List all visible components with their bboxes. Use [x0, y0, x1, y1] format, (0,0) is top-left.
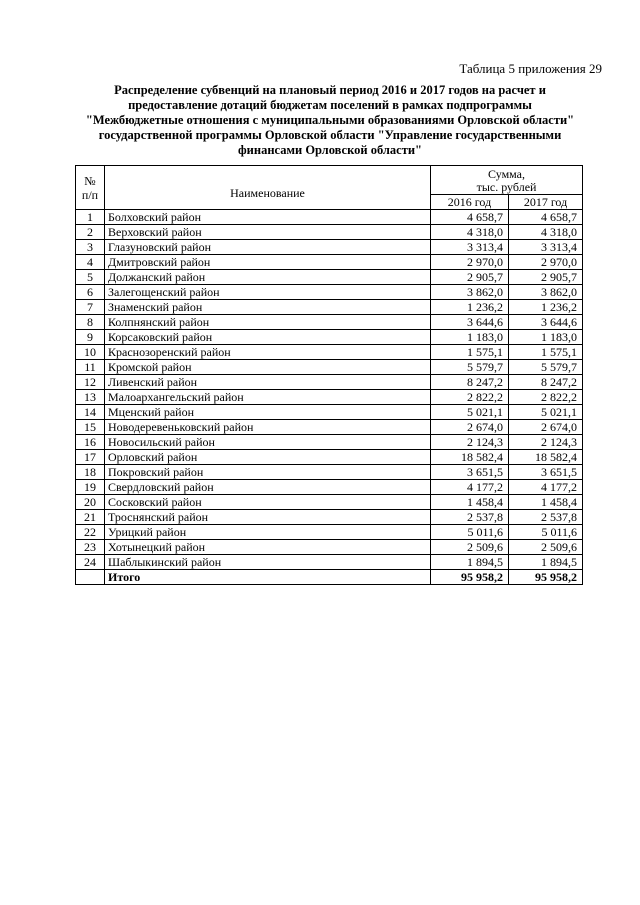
value-2017: 1 183,0: [509, 330, 583, 345]
value-2017: 5 579,7: [509, 360, 583, 375]
district-name: Шаблыкинский район: [105, 555, 431, 570]
value-2017: 3 313,4: [509, 240, 583, 255]
row-number: 12: [76, 375, 105, 390]
title-line: предоставление дотаций бюджетам поселений в рамках подпрограммы: [128, 98, 532, 112]
value-2017: 8 247,2: [509, 375, 583, 390]
district-name: Новодеревеньковский район: [105, 420, 431, 435]
header-number-abbr: п/п: [81, 187, 99, 202]
row-number: 23: [76, 540, 105, 555]
table-row: [76, 345, 583, 360]
district-name: Залегощенский район: [105, 285, 431, 300]
value-2016: 4 658,7: [431, 210, 509, 225]
district-name: Малоархангельский район: [105, 390, 431, 405]
district-name: Свердловский район: [105, 480, 431, 495]
total-2016: 95 958,2: [431, 570, 509, 585]
value-2017: 3 862,0: [509, 285, 583, 300]
value-2017: 1 575,1: [509, 345, 583, 360]
value-2016: 2 509,6: [431, 540, 509, 555]
total-row: [76, 570, 583, 585]
value-2017: 2 537,8: [509, 510, 583, 525]
row-number: 16: [76, 435, 105, 450]
district-name: Кромской район: [105, 360, 431, 375]
row-number: 4: [76, 255, 105, 270]
row-number: 14: [76, 405, 105, 420]
title-line: государственной программы Орловской области "Управление государственными: [98, 128, 562, 142]
table-row: [76, 330, 583, 345]
row-number: 24: [76, 555, 105, 570]
row-number: 1: [76, 210, 105, 225]
value-2017: 5 011,6: [509, 525, 583, 540]
row-number: 5: [76, 270, 105, 285]
row-number: 11: [76, 360, 105, 375]
value-2017: 3 644,6: [509, 315, 583, 330]
district-name: Знаменский район: [105, 300, 431, 315]
district-name: Болховский район: [105, 210, 431, 225]
row-number: 21: [76, 510, 105, 525]
district-name: Орловский район: [105, 450, 431, 465]
table-row: [76, 285, 583, 300]
document-title: [70, 83, 590, 158]
value-2016: 2 674,0: [431, 420, 509, 435]
district-name: Хотынецкий район: [105, 540, 431, 555]
table-row: [76, 480, 583, 495]
row-number: 6: [76, 285, 105, 300]
total-label: Итого: [105, 570, 431, 585]
header-sum: [431, 166, 583, 195]
value-2016: 5 579,7: [431, 360, 509, 375]
district-name: Корсаковский район: [105, 330, 431, 345]
table-row: [76, 390, 583, 405]
district-name: Должанский район: [105, 270, 431, 285]
district-name: Краснозоренский район: [105, 345, 431, 360]
header-sum-unit: тыс. рублей: [476, 180, 537, 194]
district-name: Колпнянский район: [105, 315, 431, 330]
table-row: [76, 495, 583, 510]
header-number-symbol: №: [84, 173, 96, 188]
value-2017: 4 318,0: [509, 225, 583, 240]
row-number: 8: [76, 315, 105, 330]
subvention-table: [75, 165, 583, 585]
table-row: [76, 360, 583, 375]
row-number: 3: [76, 240, 105, 255]
table-row: [76, 270, 583, 285]
table-row: [76, 450, 583, 465]
value-2016: 3 644,6: [431, 315, 509, 330]
table-row: [76, 240, 583, 255]
header-year-2017: 2017 год: [509, 195, 583, 210]
value-2016: 5 021,1: [431, 405, 509, 420]
value-2017: 2 970,0: [509, 255, 583, 270]
value-2016: 1 236,2: [431, 300, 509, 315]
row-number: 15: [76, 420, 105, 435]
table-row: [76, 210, 583, 225]
header-year-2016: 2016 год: [431, 195, 509, 210]
value-2016: 3 313,4: [431, 240, 509, 255]
value-2016: 3 862,0: [431, 285, 509, 300]
row-number: 18: [76, 465, 105, 480]
value-2016: 4 177,2: [431, 480, 509, 495]
district-name: Урицкий район: [105, 525, 431, 540]
value-2016: 2 905,7: [431, 270, 509, 285]
table-row: [76, 255, 583, 270]
table-row: [76, 420, 583, 435]
row-number: 2: [76, 225, 105, 240]
value-2017: 5 021,1: [509, 405, 583, 420]
total-number-cell: [76, 570, 105, 585]
header-sum-label: Сумма,: [488, 167, 525, 181]
value-2017: 2 509,6: [509, 540, 583, 555]
row-number: 13: [76, 390, 105, 405]
table-row: [76, 525, 583, 540]
value-2017: 4 658,7: [509, 210, 583, 225]
value-2016: 1 183,0: [431, 330, 509, 345]
value-2017: 3 651,5: [509, 465, 583, 480]
value-2016: 4 318,0: [431, 225, 509, 240]
value-2017: 2 674,0: [509, 420, 583, 435]
value-2017: 1 236,2: [509, 300, 583, 315]
table-row: [76, 435, 583, 450]
value-2017: 2 124,3: [509, 435, 583, 450]
value-2016: 18 582,4: [431, 450, 509, 465]
row-number: 10: [76, 345, 105, 360]
appendix-reference: Таблица 5 приложения 29: [459, 61, 602, 76]
value-2016: 8 247,2: [431, 375, 509, 390]
value-2016: 1 458,4: [431, 495, 509, 510]
value-2017: 2 822,2: [509, 390, 583, 405]
total-2017: 95 958,2: [509, 570, 583, 585]
title-line: финансами Орловской области": [238, 143, 422, 157]
value-2016: 5 011,6: [431, 525, 509, 540]
table-row: [76, 540, 583, 555]
value-2017: 1 458,4: [509, 495, 583, 510]
table-row: [76, 225, 583, 240]
value-2016: 2 124,3: [431, 435, 509, 450]
district-name: Мценский район: [105, 405, 431, 420]
table-row: [76, 510, 583, 525]
header-number: [76, 166, 105, 210]
value-2016: 1 575,1: [431, 345, 509, 360]
table-row: [76, 465, 583, 480]
value-2017: 4 177,2: [509, 480, 583, 495]
district-name: Дмитровский район: [105, 255, 431, 270]
table-row: [76, 300, 583, 315]
value-2016: 1 894,5: [431, 555, 509, 570]
value-2017: 18 582,4: [509, 450, 583, 465]
row-number: 19: [76, 480, 105, 495]
row-number: 7: [76, 300, 105, 315]
district-name: Глазуновский район: [105, 240, 431, 255]
value-2016: 2 970,0: [431, 255, 509, 270]
row-number: 17: [76, 450, 105, 465]
title-line: Распределение субвенций на плановый период 2016 и 2017 годов на расчет и: [114, 83, 546, 97]
title-line: "Межбюджетные отношения с муниципальными образованиями Орловской области": [85, 113, 575, 127]
table-row: [76, 405, 583, 420]
row-number: 22: [76, 525, 105, 540]
header-name: Наименование: [105, 166, 431, 210]
district-name: Троснянский район: [105, 510, 431, 525]
value-2016: 2 537,8: [431, 510, 509, 525]
row-number: 20: [76, 495, 105, 510]
value-2016: 3 651,5: [431, 465, 509, 480]
value-2017: 1 894,5: [509, 555, 583, 570]
district-name: Ливенский район: [105, 375, 431, 390]
table-row: [76, 555, 583, 570]
district-name: Новосильский район: [105, 435, 431, 450]
value-2017: 2 905,7: [509, 270, 583, 285]
row-number: 9: [76, 330, 105, 345]
value-2016: 2 822,2: [431, 390, 509, 405]
table-body: [76, 210, 583, 570]
table-row: [76, 315, 583, 330]
district-name: Покровский район: [105, 465, 431, 480]
table-row: [76, 375, 583, 390]
district-name: Сосковский район: [105, 495, 431, 510]
district-name: Верховский район: [105, 225, 431, 240]
